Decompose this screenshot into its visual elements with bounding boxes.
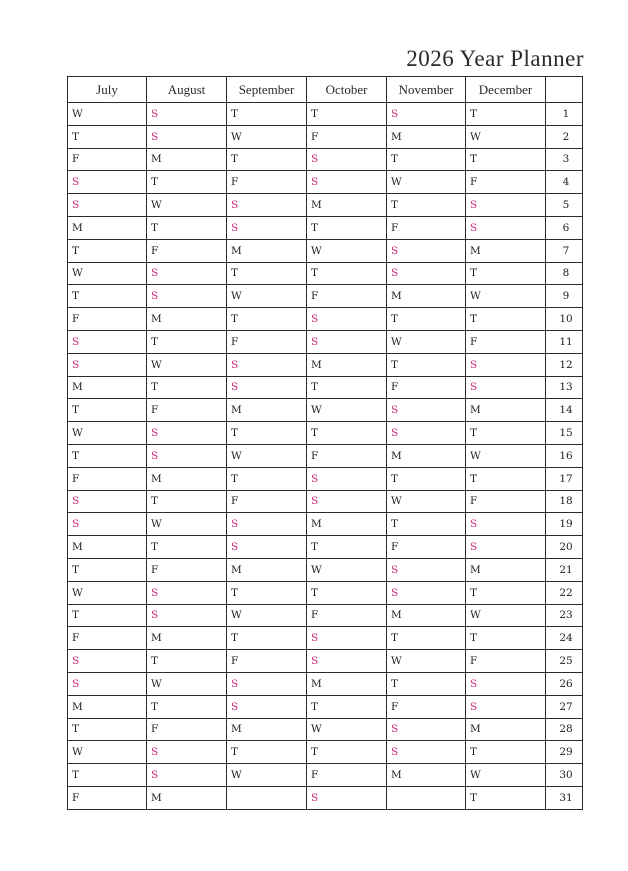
day-cell-november: S (387, 581, 466, 604)
table-row (68, 718, 583, 741)
day-cell-july: F (68, 627, 147, 650)
day-cell-september: T (227, 103, 307, 126)
day-cell-september: S (227, 353, 307, 376)
day-cell-november: M (387, 604, 466, 627)
day-cell-july: W (68, 422, 147, 445)
table-row (68, 171, 583, 194)
day-cell-october: T (307, 422, 387, 445)
day-cell-november: T (387, 308, 466, 331)
day-cell-december: T (466, 581, 546, 604)
day-cell-july: T (68, 764, 147, 787)
day-number: 29 (546, 741, 583, 764)
day-cell-december: W (466, 125, 546, 148)
day-number: 26 (546, 672, 583, 695)
day-cell-october: T (307, 103, 387, 126)
day-number: 1 (546, 103, 583, 126)
day-cell-july: S (68, 330, 147, 353)
day-cell-december: S (466, 672, 546, 695)
day-cell-august: S (147, 103, 227, 126)
day-cell-december: T (466, 262, 546, 285)
day-number: 19 (546, 513, 583, 536)
day-cell-october: F (307, 125, 387, 148)
day-number: 14 (546, 399, 583, 422)
day-number: 31 (546, 786, 583, 809)
day-cell-july: T (68, 444, 147, 467)
day-cell-september: S (227, 194, 307, 217)
day-cell-november: S (387, 718, 466, 741)
day-cell-december: F (466, 330, 546, 353)
day-cell-september: F (227, 171, 307, 194)
day-cell-november: W (387, 171, 466, 194)
day-number: 23 (546, 604, 583, 627)
day-cell-september: S (227, 536, 307, 559)
day-cell-july: W (68, 741, 147, 764)
day-cell-august: T (147, 695, 227, 718)
day-cell-october: M (307, 672, 387, 695)
table-row (68, 558, 583, 581)
day-cell-july: W (68, 262, 147, 285)
table-row (68, 148, 583, 171)
day-cell-december: T (466, 741, 546, 764)
day-cell-september: T (227, 262, 307, 285)
day-cell-september: W (227, 604, 307, 627)
day-cell-october: W (307, 718, 387, 741)
day-cell-august: S (147, 262, 227, 285)
day-cell-october: W (307, 239, 387, 262)
column-header-day-number (546, 77, 583, 103)
table-row (68, 285, 583, 308)
day-cell-december: T (466, 467, 546, 490)
table-row (68, 672, 583, 695)
day-cell-july: S (68, 672, 147, 695)
day-cell-july: S (68, 353, 147, 376)
table-row (68, 422, 583, 445)
day-number: 16 (546, 444, 583, 467)
day-cell-august: S (147, 604, 227, 627)
day-cell-november: S (387, 558, 466, 581)
day-cell-december: F (466, 490, 546, 513)
header-row (68, 77, 583, 103)
day-cell-december: T (466, 627, 546, 650)
day-cell-november: M (387, 764, 466, 787)
day-cell-november: W (387, 490, 466, 513)
day-cell-july: T (68, 239, 147, 262)
day-cell-december: F (466, 171, 546, 194)
table-row (68, 376, 583, 399)
day-cell-august: F (147, 399, 227, 422)
day-cell-december: W (466, 604, 546, 627)
day-cell-july: T (68, 604, 147, 627)
day-cell-december: T (466, 308, 546, 331)
day-cell-august: W (147, 513, 227, 536)
day-cell-september: W (227, 444, 307, 467)
day-cell-july: T (68, 558, 147, 581)
day-cell-september: T (227, 581, 307, 604)
day-cell-september: T (227, 741, 307, 764)
day-number: 20 (546, 536, 583, 559)
day-cell-december: S (466, 536, 546, 559)
day-cell-november: T (387, 194, 466, 217)
day-cell-november: S (387, 103, 466, 126)
day-cell-november (387, 786, 466, 809)
day-cell-august: T (147, 490, 227, 513)
day-number: 22 (546, 581, 583, 604)
day-cell-september: M (227, 239, 307, 262)
day-cell-december: M (466, 558, 546, 581)
day-cell-november: T (387, 148, 466, 171)
table-row (68, 650, 583, 673)
day-cell-july: F (68, 467, 147, 490)
day-cell-october: S (307, 330, 387, 353)
day-cell-july: S (68, 513, 147, 536)
day-number: 11 (546, 330, 583, 353)
day-cell-september: W (227, 285, 307, 308)
table-row (68, 125, 583, 148)
column-header-november: November (387, 77, 466, 103)
day-cell-september (227, 786, 307, 809)
day-cell-august: F (147, 239, 227, 262)
day-cell-september: W (227, 764, 307, 787)
day-cell-november: S (387, 422, 466, 445)
day-cell-september: T (227, 422, 307, 445)
day-cell-august: S (147, 444, 227, 467)
day-cell-august: T (147, 330, 227, 353)
day-cell-december: M (466, 718, 546, 741)
day-cell-october: T (307, 536, 387, 559)
day-number: 10 (546, 308, 583, 331)
day-cell-october: F (307, 604, 387, 627)
day-cell-july: S (68, 650, 147, 673)
day-cell-august: M (147, 786, 227, 809)
day-cell-november: T (387, 353, 466, 376)
day-cell-july: T (68, 285, 147, 308)
day-cell-november: S (387, 239, 466, 262)
day-cell-december: W (466, 444, 546, 467)
table-row (68, 103, 583, 126)
column-header-october: October (307, 77, 387, 103)
day-cell-october: F (307, 444, 387, 467)
day-number: 21 (546, 558, 583, 581)
day-cell-november: F (387, 376, 466, 399)
day-cell-december: S (466, 376, 546, 399)
table-row (68, 216, 583, 239)
day-cell-september: T (227, 148, 307, 171)
day-cell-august: T (147, 216, 227, 239)
day-number: 24 (546, 627, 583, 650)
column-header-august: August (147, 77, 227, 103)
day-cell-august: S (147, 422, 227, 445)
day-cell-december: S (466, 194, 546, 217)
table-row (68, 513, 583, 536)
column-header-september: September (227, 77, 307, 103)
day-cell-november: W (387, 330, 466, 353)
table-row (68, 786, 583, 809)
day-cell-october: S (307, 627, 387, 650)
table-row (68, 741, 583, 764)
day-cell-july: S (68, 171, 147, 194)
day-cell-december: S (466, 695, 546, 718)
day-cell-august: W (147, 194, 227, 217)
day-cell-november: M (387, 125, 466, 148)
day-cell-october: F (307, 285, 387, 308)
day-cell-october: M (307, 194, 387, 217)
day-cell-october: S (307, 308, 387, 331)
day-cell-september: S (227, 216, 307, 239)
day-number: 30 (546, 764, 583, 787)
table-row (68, 330, 583, 353)
day-cell-october: M (307, 513, 387, 536)
day-number: 13 (546, 376, 583, 399)
day-cell-july: T (68, 399, 147, 422)
page-title: 2026 Year Planner (406, 46, 584, 71)
day-cell-august: F (147, 558, 227, 581)
table-row (68, 353, 583, 376)
day-cell-september: T (227, 467, 307, 490)
day-cell-november: F (387, 216, 466, 239)
table-row (68, 764, 583, 787)
day-cell-july: M (68, 536, 147, 559)
day-cell-september: M (227, 399, 307, 422)
day-cell-august: F (147, 718, 227, 741)
day-cell-december: M (466, 239, 546, 262)
day-number: 18 (546, 490, 583, 513)
day-cell-august: S (147, 764, 227, 787)
day-cell-september: T (227, 308, 307, 331)
table-row (68, 444, 583, 467)
planner-body (68, 103, 583, 810)
day-cell-october: T (307, 695, 387, 718)
day-cell-october: S (307, 148, 387, 171)
table-row (68, 308, 583, 331)
day-cell-august: M (147, 627, 227, 650)
day-number: 7 (546, 239, 583, 262)
day-number: 3 (546, 148, 583, 171)
day-cell-december: W (466, 285, 546, 308)
day-number: 2 (546, 125, 583, 148)
day-cell-september: S (227, 695, 307, 718)
day-cell-august: M (147, 308, 227, 331)
day-cell-december: S (466, 353, 546, 376)
day-cell-july: M (68, 695, 147, 718)
table-row (68, 239, 583, 262)
day-cell-november: M (387, 285, 466, 308)
day-cell-november: T (387, 627, 466, 650)
day-cell-december: T (466, 148, 546, 171)
day-cell-october: T (307, 376, 387, 399)
day-cell-october: S (307, 171, 387, 194)
day-cell-november: M (387, 444, 466, 467)
day-cell-october: S (307, 467, 387, 490)
day-cell-august: W (147, 672, 227, 695)
table-row (68, 490, 583, 513)
day-number: 8 (546, 262, 583, 285)
day-number: 6 (546, 216, 583, 239)
day-number: 17 (546, 467, 583, 490)
day-cell-september: M (227, 558, 307, 581)
day-cell-december: S (466, 216, 546, 239)
day-cell-july: S (68, 490, 147, 513)
column-header-july: July (68, 77, 147, 103)
day-cell-august: T (147, 171, 227, 194)
day-cell-july: M (68, 376, 147, 399)
day-cell-december: T (466, 422, 546, 445)
day-cell-october: T (307, 262, 387, 285)
day-cell-november: T (387, 467, 466, 490)
table-row (68, 467, 583, 490)
day-cell-september: T (227, 627, 307, 650)
table-row (68, 604, 583, 627)
day-number: 25 (546, 650, 583, 673)
day-cell-november: W (387, 650, 466, 673)
day-cell-july: F (68, 308, 147, 331)
day-number: 9 (546, 285, 583, 308)
table-row (68, 695, 583, 718)
table-row (68, 536, 583, 559)
day-cell-november: T (387, 672, 466, 695)
table-row (68, 399, 583, 422)
table-row (68, 627, 583, 650)
day-cell-july: F (68, 786, 147, 809)
day-cell-november: S (387, 262, 466, 285)
table-row (68, 194, 583, 217)
day-cell-july: T (68, 718, 147, 741)
day-cell-december: T (466, 103, 546, 126)
day-cell-september: W (227, 125, 307, 148)
day-cell-july: F (68, 148, 147, 171)
day-number: 4 (546, 171, 583, 194)
day-cell-july: S (68, 194, 147, 217)
table-row (68, 262, 583, 285)
day-cell-october: W (307, 399, 387, 422)
day-cell-july: M (68, 216, 147, 239)
day-cell-september: F (227, 490, 307, 513)
day-cell-august: S (147, 581, 227, 604)
day-cell-october: F (307, 764, 387, 787)
day-cell-december: S (466, 513, 546, 536)
day-cell-august: M (147, 467, 227, 490)
day-cell-september: M (227, 718, 307, 741)
day-cell-november: S (387, 741, 466, 764)
day-cell-december: W (466, 764, 546, 787)
day-cell-august: W (147, 353, 227, 376)
table-row (68, 581, 583, 604)
day-cell-october: T (307, 216, 387, 239)
day-cell-august: T (147, 536, 227, 559)
day-cell-december: F (466, 650, 546, 673)
day-cell-august: S (147, 285, 227, 308)
day-cell-october: S (307, 786, 387, 809)
day-number: 12 (546, 353, 583, 376)
year-planner-table (67, 76, 583, 810)
day-cell-september: S (227, 513, 307, 536)
day-cell-september: F (227, 330, 307, 353)
day-number: 5 (546, 194, 583, 217)
day-cell-november: S (387, 399, 466, 422)
day-cell-october: S (307, 650, 387, 673)
day-cell-november: F (387, 695, 466, 718)
day-cell-december: M (466, 399, 546, 422)
day-cell-july: T (68, 125, 147, 148)
day-number: 15 (546, 422, 583, 445)
day-number: 27 (546, 695, 583, 718)
day-number: 28 (546, 718, 583, 741)
day-cell-october: W (307, 558, 387, 581)
day-cell-december: T (466, 786, 546, 809)
day-cell-october: T (307, 741, 387, 764)
column-header-december: December (466, 77, 546, 103)
day-cell-september: S (227, 672, 307, 695)
day-cell-september: S (227, 376, 307, 399)
day-cell-august: T (147, 376, 227, 399)
day-cell-august: S (147, 125, 227, 148)
day-cell-august: T (147, 650, 227, 673)
day-cell-august: M (147, 148, 227, 171)
day-cell-july: W (68, 103, 147, 126)
day-cell-july: W (68, 581, 147, 604)
day-cell-august: S (147, 741, 227, 764)
day-cell-october: M (307, 353, 387, 376)
day-cell-october: S (307, 490, 387, 513)
day-cell-october: T (307, 581, 387, 604)
day-cell-november: F (387, 536, 466, 559)
day-cell-september: F (227, 650, 307, 673)
day-cell-november: T (387, 513, 466, 536)
